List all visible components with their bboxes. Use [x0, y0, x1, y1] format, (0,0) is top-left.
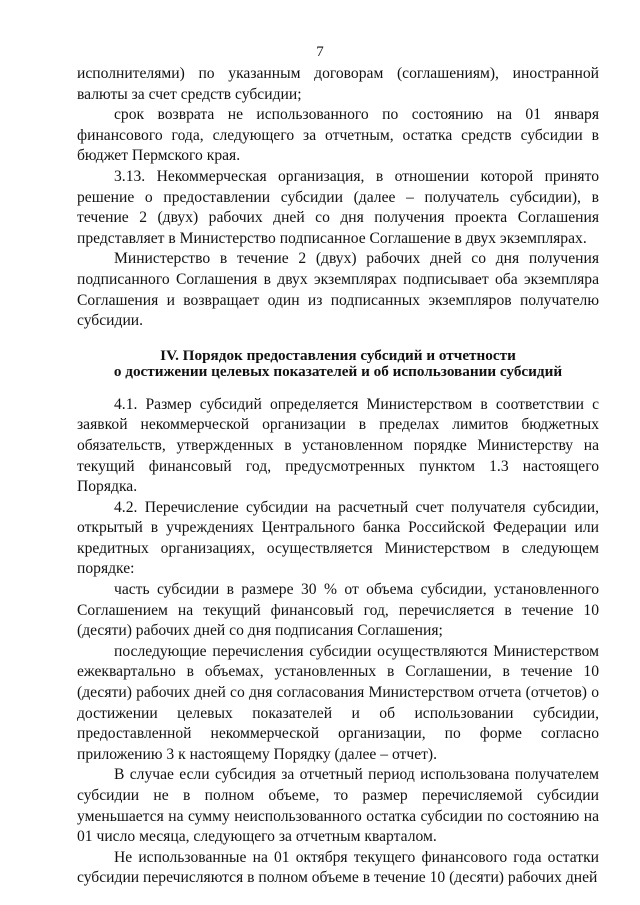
paragraph-subsequent-transfers: последующие перечисления субсидии осуществляются Министерством ежеквартально в объемах, установленных в Соглашении, в течение 10 (десяти) рабочих дней со дня согласования Министерством отчета (отчетов) о достижении целевых показателей и об использовании субсидии, предоставленной некоммерческой организации, по форме согласно приложению 3 к настоящему Порядку (далее – отчет).	[77, 642, 599, 763]
paragraph-october-balance: Не использованные на 01 октября текущего финансового года остатки субсидии перечисляются в полном объеме в течение 10 (десяти) рабочих дней	[77, 848, 599, 887]
paragraph-4-2: 4.2. Перечисление субсидии на расчетный счет получателя субсидии, открытый в учреждениях Центрального банка Российской Федерации или кредитных организациях, осуществляется Министерством в следующем порядке:	[77, 498, 599, 578]
page-number: 7	[316, 44, 324, 60]
paragraph-4-1: 4.1. Размер субсидий определяется Министерством в соответствии с заявкой некоммерческой организации в пределах лимитов бюджетных обязательств, утвержденных в установленном порядке Министерству на текущий финансовый год, предусмотренных пунктом 1.3 настоящего Порядка.	[77, 395, 599, 496]
section-heading-line-1: IV. Порядок предоставления субсидий и отчетности	[160, 346, 516, 364]
document-body	[77, 64, 599, 889]
paragraph-unused-balance: В случае если субсидия за отчетный период использована получателем субсидии не в полном объеме, то размер перечисляемой субсидии уменьшается на сумму неиспользованного остатка субсидии по состоянию на 01 число месяца, следующего за отчетным кварталом.	[77, 766, 599, 846]
paragraph-continuation: исполнителями) по указанным договорам (соглашениям), иностранной валюты за счет средств субсидии;	[77, 65, 599, 103]
section-heading-line-2: о достижении целевых показателей и об использовании субсидий	[113, 363, 563, 381]
paragraph-return-deadline: срок возврата не использованного по состоянию на 01 января финансового года, следующего за отчетным, остатка средств субсидии в бюджет Пермского края.	[77, 106, 599, 165]
paragraph-ministry-signing: Министерство в течение 2 (двух) рабочих дней со дня получения подписанного Соглашения в двух экземплярах подписывает оба экземпляра Соглашения и возвращает один из подписанных экземпляров получателю субсидии.	[77, 250, 599, 330]
section-heading	[77, 348, 599, 381]
paragraph-3-13: 3.13. Некоммерческая организация, в отношении которой принято решение о предоставлении субсидии (далее – получатель субсидии), в течение 2 (двух) рабочих дней со дня получения проекта Соглашения представляет в Министерство подписанное Соглашение в двух экземплярах.	[77, 167, 599, 247]
paragraph-first-transfer: часть субсидии в размере 30 % от объема субсидии, установленного Соглашением на текущий финансовый год, перечисляется в течение 10 (десяти) рабочих дней со дня подписания Соглашения;	[77, 581, 599, 640]
